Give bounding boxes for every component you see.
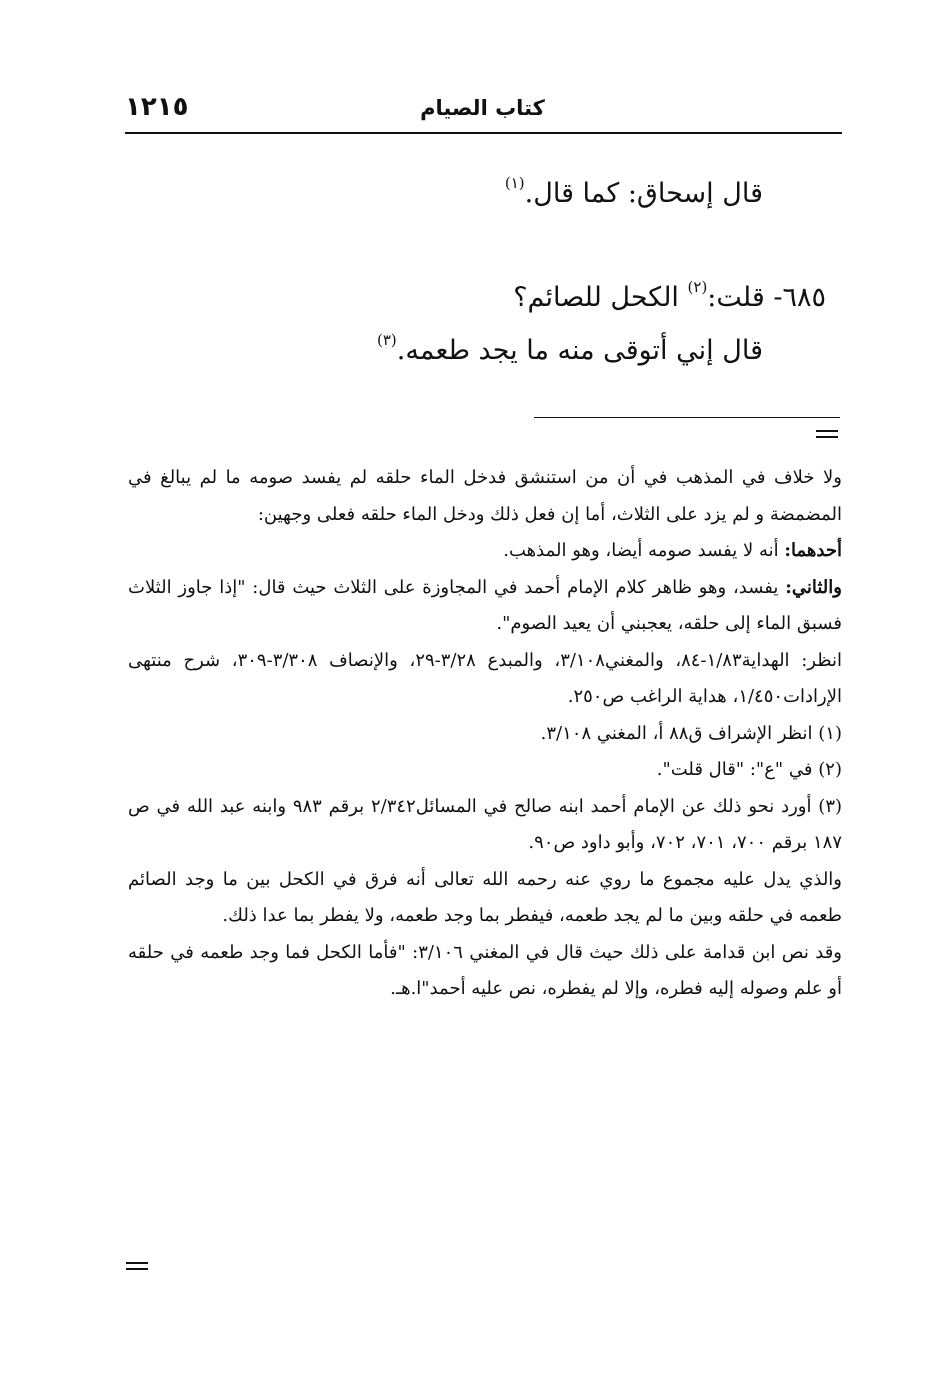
first-opinion-text: أنه لا يفسد صومه أيضا، وهو المذهب.: [503, 540, 779, 561]
footnote-2: (٢) في "ع": "قال قلت".: [656, 759, 842, 780]
main-line-3: [377, 331, 763, 366]
second-opinion-text: يفسد، وهو ظاهر كلام الإمام أحمد في المجاوزة على الثلاث حيث قال: "إذا جاوز الثلاث فسبق الماء إلى حلقه، يعجبني أن يعيد الصوم".: [128, 576, 842, 634]
main-line-1: [504, 174, 763, 209]
continuation-mark-top: [816, 430, 838, 442]
main-line-2-rest: الكحل للصائم؟: [513, 282, 679, 313]
footnote-ref-2: (٢): [687, 278, 708, 296]
footnote-references: انظر: الهداية١/٨٣-٨٤، والمغني٣/١٠٨، والمبدع ٣/٢٨-٢٩، والإنصاف ٣/٣٠٨-٣٠٩، شرح منتهى الإرادات١/٤٥٠، هداية الراغب ص٢٥٠.: [128, 649, 842, 707]
footnote-first-opinion: [128, 533, 842, 570]
footnote-second-opinion: [128, 570, 842, 643]
first-opinion-label: أحدهما:: [784, 540, 842, 561]
footnote-3-paragraph-2: والذي يدل عليه مجموع ما روي عنه رحمه الله تعالى أنه فرق في الكحل بين ما وجد الصائم طعمه في حلقه وبين ما لم يجد طعمه، فيفطر بما وجد طعمه، ولا يفطر بما عدا ذلك.: [128, 868, 842, 926]
footnote-ref-1: (١): [504, 174, 525, 192]
footnote-separator: [534, 417, 840, 418]
continuation-mark-bottom: [126, 1262, 148, 1274]
footnote-1: (١) انظر الإشراف ق٨٨ أ، المغني ٣/١٠٨.: [540, 722, 842, 744]
entry-number: ٦٨٥-: [773, 282, 826, 313]
main-line-1-text: قال إسحاق: كما قال.: [524, 178, 763, 209]
main-line-2: [513, 278, 826, 313]
footnote-3: (٣) أورد نحو ذلك عن الإمام أحمد ابنه صالح في المسائل٢/٣٤٢ برقم ٩٨٣ وابنه عبد الله في ص ١٨٧ برقم ٧٠٠، ٧٠١، ٧٠٢، وأبو داود ص٩٠.: [128, 795, 843, 853]
main-line-2-text: قلت:: [707, 282, 765, 313]
main-line-3-text: قال إني أتوقى منه ما يجد طعمه.: [396, 335, 763, 366]
running-title: كتاب الصيام: [420, 96, 545, 120]
footnotes: [128, 460, 842, 1008]
footnote-3-paragraph-3: وقد نص ابن قدامة على ذلك حيث قال في المغني ٣/١٠٦: "فأما الكحل فما وجد طعمه في حلقه أو علم وصوله إليه فطره، وإلا لم يفطره، نص عليه أحمد"ا.هـ.: [128, 941, 842, 999]
footnote-continuation: ولا خلاف في المذهب في أن من استنشق فدخل الماء حلقه لم يفسد صومه ما لم يبالغ في المضمضة و لم يزد على الثلاث، أما إن فعل ذلك ودخل الماء حلقه فعلى وجهين:: [128, 467, 842, 525]
page-number: ١٢١٥: [125, 92, 189, 122]
page-header: [125, 92, 840, 132]
header-rule: [125, 132, 842, 134]
footnote-ref-3: (٣): [377, 331, 397, 349]
second-opinion-label: والثاني:: [785, 576, 842, 598]
